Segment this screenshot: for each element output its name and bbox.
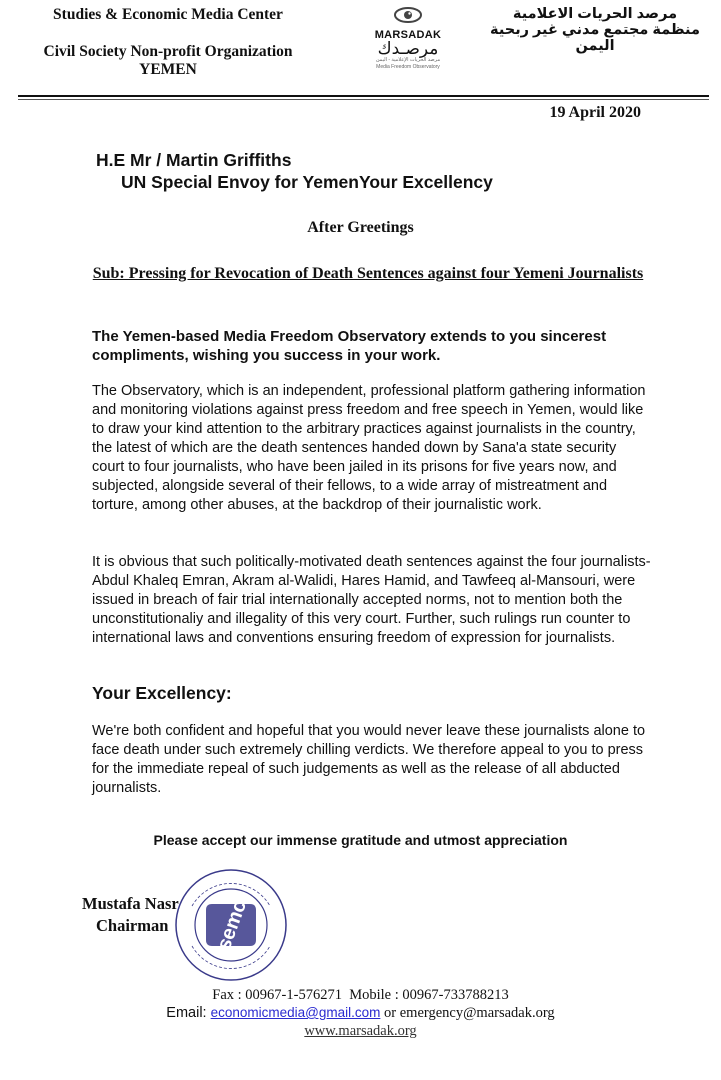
org-name: Studies & Economic Media Center bbox=[53, 6, 283, 23]
subject-line: Sub: Pressing for Revocation of Death Sentences against four Yemeni Journalists bbox=[92, 265, 644, 282]
intro-paragraph: The Yemen-based Media Freedom Observatory extends to you sincerest compliments, wishing you success in your work. bbox=[92, 328, 607, 364]
body-paragraph-1: The Observatory, which is an independent, professional platform gathering information and monitoring violations against press freedom and free speech in Yemen, would like to draw your kind attention to the arbitrary practices against journalists in the country, the latest of which are the death sentences handed down by Sana'a state security court to four journalists, who have been jailed in its prisons for five years now, and subjected, alongside several of their fellows, to a wide array of mistreatment and torture, among other abuses, at the backdrop of their journalistic work. bbox=[92, 383, 646, 513]
eye-logo-icon bbox=[393, 6, 423, 24]
body-paragraph-3: We're both confident and hopeful that you would never leave these journalists alone to face death under such extremely chilling verdicts. We therefore appeal to you to press for the immediate repeal of such judgements as well as the release of all abducted journalists. bbox=[92, 723, 646, 796]
footer-contact bbox=[0, 986, 721, 1040]
signatory-name: Mustafa Nasr bbox=[82, 894, 179, 913]
closing-line: Please accept our immense gratitude and utmost appreciation bbox=[153, 832, 568, 848]
header-right-arabic-block bbox=[485, 6, 705, 54]
body-paragraph-2: It is obvious that such politically-motivated death sentences against the four journalists- Abdul Khaleq Emran, Akram al-Walidi, Hares Hamid, and Tawfeeq al-Mansouri, were issued in breach of fair trial internationally accepted norms, not to mention both the unconstitutionaliy and illegality of this very court. Further, such rulings run counter to international laws and conventions ensuring freedom of expression for journalists. bbox=[92, 554, 651, 646]
header-divider-thick bbox=[18, 95, 709, 97]
org-type: Civil Society Non-profit Organization bbox=[43, 43, 293, 60]
signatory-title: Chairman bbox=[96, 916, 169, 935]
email-link-economicmedia[interactable]: economicmedia@gmail.com bbox=[210, 1005, 381, 1020]
arabic-line-2: منظمة مجتمع مدني غير ربحية bbox=[490, 22, 700, 38]
logo-name: MARSADAK bbox=[374, 29, 442, 41]
header-left-org-block bbox=[18, 6, 318, 79]
organization-stamp-icon bbox=[172, 866, 290, 984]
org-country: YEMEN bbox=[139, 61, 197, 78]
email-separator: or bbox=[380, 1005, 400, 1021]
signature-block bbox=[82, 893, 179, 937]
svg-text:semc: semc bbox=[212, 897, 252, 954]
recipient-name: H.E Mr / Martin Griffiths bbox=[96, 150, 292, 170]
logo-arabic-name: مرصـدك bbox=[377, 39, 439, 58]
footer-website-line bbox=[0, 1022, 721, 1040]
greeting: After Greetings bbox=[307, 219, 414, 236]
arabic-line-1: مرصد الحريات الاعلامية bbox=[512, 6, 678, 22]
mobile-number: 00967-733788213 bbox=[402, 987, 509, 1003]
header-divider-thin bbox=[18, 99, 709, 100]
salutation-heading: Your Excellency: bbox=[92, 683, 232, 703]
website-link[interactable]: www.marsadak.org bbox=[304, 1023, 417, 1039]
email-emergency[interactable]: emergency@marsadak.org bbox=[399, 1005, 555, 1021]
arabic-line-3: اليمن bbox=[575, 38, 615, 54]
recipient-title: UN Special Envoy for YemenYour Excellency bbox=[121, 172, 493, 192]
fax-number: 00967-1-576271 bbox=[245, 987, 342, 1003]
footer-phone-line bbox=[0, 986, 721, 1004]
letter-date: 19 April 2020 bbox=[549, 104, 641, 121]
marsadak-logo bbox=[368, 6, 448, 71]
mobile-label: Mobile : bbox=[341, 987, 403, 1003]
email-label: Email: bbox=[166, 1005, 211, 1021]
logo-subtitle-ar: مرصد الحريات الإعلامية - اليمن bbox=[375, 57, 441, 63]
footer-email-line bbox=[0, 1004, 721, 1022]
logo-subtitle-en: Media Freedom Observatory bbox=[376, 64, 440, 70]
fax-label: Fax : bbox=[212, 987, 246, 1003]
